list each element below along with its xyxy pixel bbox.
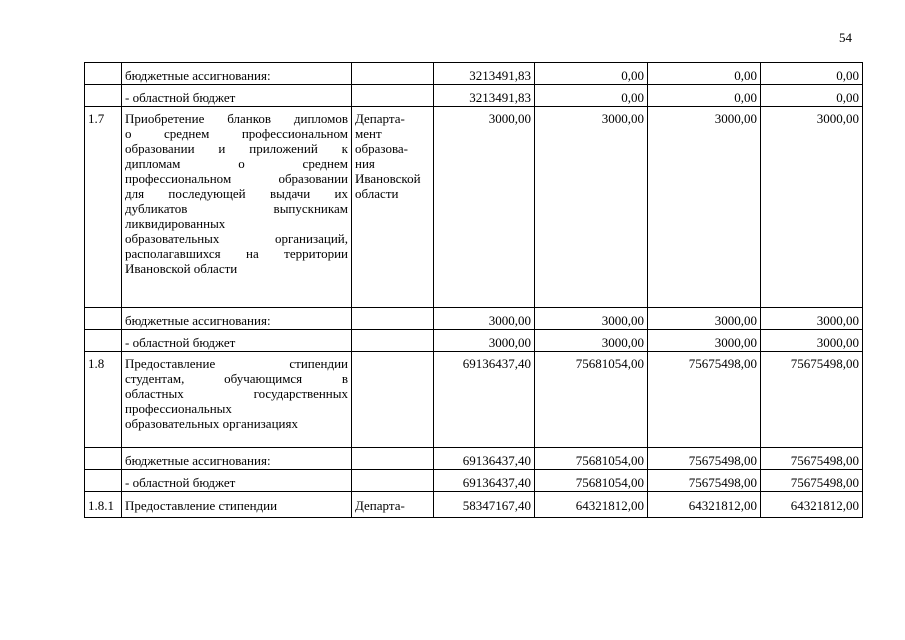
value-year-3: 3000,00 [648, 308, 761, 330]
row-number [85, 308, 122, 330]
value-year-2: 75681054,00 [535, 470, 648, 492]
responsible-line: Ивановской [355, 171, 421, 186]
responsible-line: образова- [355, 141, 409, 156]
value-year-1: 3213491,83 [434, 63, 535, 85]
description-line: ликвидированных [125, 216, 226, 231]
value-year-4: 75675498,00 [761, 352, 863, 448]
responsible-line: области [355, 186, 399, 201]
value-year-1: 69136437,40 [434, 470, 535, 492]
table-row [85, 352, 863, 448]
row-responsible [352, 308, 434, 330]
description-line: областных государственных [125, 386, 348, 401]
description-line: студентам, обучающимся в [125, 371, 348, 386]
value-year-4: 3000,00 [761, 330, 863, 352]
responsible-line: мент [355, 126, 382, 141]
table-row [85, 470, 863, 492]
description-line: Ивановской области [125, 261, 238, 276]
value-year-1: 58347167,40 [434, 492, 535, 518]
value-year-3: 75675498,00 [648, 352, 761, 448]
description-line: образовательных организаций, [125, 231, 348, 246]
table-row [85, 308, 863, 330]
description-line: дубликатов выпускникам [125, 201, 348, 216]
value-year-1: 3000,00 [434, 330, 535, 352]
description-line: профессиональных [125, 401, 232, 416]
value-year-2: 75681054,00 [535, 448, 648, 470]
row-description [122, 352, 352, 448]
table-row [85, 492, 863, 518]
description-line: профессиональном образовании [125, 171, 348, 186]
responsible-line: Департа- [355, 111, 405, 126]
description-line: располагавшихся на территории [125, 246, 348, 261]
value-year-3: 0,00 [648, 63, 761, 85]
row-responsible [352, 448, 434, 470]
value-year-4: 0,00 [761, 63, 863, 85]
row-description [122, 492, 352, 518]
value-year-3: 3000,00 [648, 330, 761, 352]
description-line: дипломам о среднем [125, 156, 348, 171]
row-description: бюджетные ассигнования: [122, 63, 352, 85]
responsible-line: ния [355, 156, 375, 171]
value-year-4: 75675498,00 [761, 448, 863, 470]
row-responsible [352, 85, 434, 107]
value-year-2: 75681054,00 [535, 352, 648, 448]
value-year-4: 3000,00 [761, 308, 863, 330]
table-row [85, 63, 863, 85]
row-number [85, 448, 122, 470]
value-year-3: 0,00 [648, 85, 761, 107]
row-description [122, 107, 352, 308]
row-responsible [352, 63, 434, 85]
row-responsible [352, 470, 434, 492]
table-row [85, 107, 863, 308]
row-number [85, 85, 122, 107]
table-row [85, 85, 863, 107]
description-line: образовательных организациях [125, 416, 298, 431]
value-year-3: 3000,00 [648, 107, 761, 308]
value-year-2: 3000,00 [535, 330, 648, 352]
value-year-3: 75675498,00 [648, 448, 761, 470]
row-number: 1.7 [85, 107, 122, 308]
page-number: 54 [839, 30, 852, 45]
row-description: бюджетные ассигнования: [122, 448, 352, 470]
budget-table [84, 62, 863, 518]
row-description: - областной бюджет [122, 85, 352, 107]
value-year-4: 64321812,00 [761, 492, 863, 518]
description-line: Предоставление стипендии [125, 498, 278, 513]
value-year-1: 69136437,40 [434, 352, 535, 448]
value-year-2: 3000,00 [535, 107, 648, 308]
value-year-1: 3000,00 [434, 107, 535, 308]
value-year-3: 64321812,00 [648, 492, 761, 518]
value-year-4: 0,00 [761, 85, 863, 107]
value-year-1: 3213491,83 [434, 85, 535, 107]
value-year-1: 69136437,40 [434, 448, 535, 470]
value-year-2: 64321812,00 [535, 492, 648, 518]
responsible-line: Департа- [355, 498, 405, 513]
row-number [85, 63, 122, 85]
value-year-1: 3000,00 [434, 308, 535, 330]
value-year-2: 0,00 [535, 85, 648, 107]
description-line: для последующей выдачи их [125, 186, 348, 201]
value-year-4: 75675498,00 [761, 470, 863, 492]
row-responsible [352, 492, 434, 518]
row-number [85, 330, 122, 352]
row-responsible [352, 107, 434, 308]
value-year-4: 3000,00 [761, 107, 863, 308]
row-number: 1.8.1 [85, 492, 122, 518]
table-row [85, 448, 863, 470]
value-year-3: 75675498,00 [648, 470, 761, 492]
row-description: - областной бюджет [122, 470, 352, 492]
row-description: - областной бюджет [122, 330, 352, 352]
row-number [85, 470, 122, 492]
value-year-2: 0,00 [535, 63, 648, 85]
row-number: 1.8 [85, 352, 122, 448]
value-year-2: 3000,00 [535, 308, 648, 330]
row-responsible [352, 330, 434, 352]
description-line: Предоставление стипендии [125, 356, 348, 371]
row-description: бюджетные ассигнования: [122, 308, 352, 330]
table-row [85, 330, 863, 352]
row-responsible [352, 352, 434, 448]
description-line: о среднем профессиональном [125, 126, 348, 141]
description-line: Приобретение бланков дипломов [125, 111, 348, 126]
description-line: образовании и приложений к [125, 141, 348, 156]
